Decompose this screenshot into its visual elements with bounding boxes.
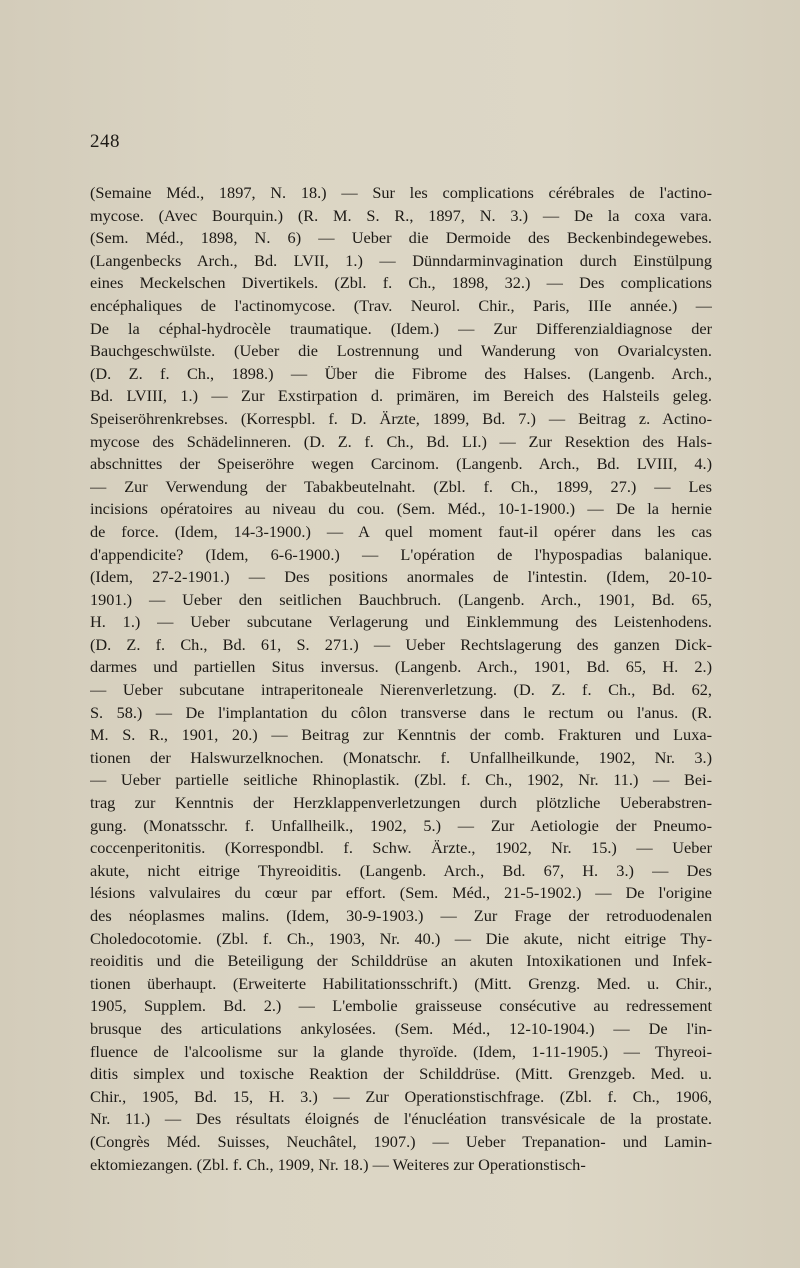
text-line: de force. (Idem, 14-3-1900.) — A quel moment faut-il opérer dans les cas bbox=[90, 521, 712, 541]
text-line: Bd. LVIII, 1.) — Zur Exstirpation d. primären, im Bereich des Halsteils geleg. bbox=[90, 386, 712, 406]
text-line: (Idem, 27-2-1901.) — Des positions anormales de l'intestin. (Idem, 20-10- bbox=[90, 567, 712, 587]
text-line: — Ueber partielle seitliche Rhinoplastik. (Zbl. f. Ch., 1902, Nr. 11.) — Bei- bbox=[90, 770, 712, 790]
bibliography-text bbox=[90, 182, 712, 1176]
text-line: ektomiezangen. (Zbl. f. Ch., 1909, Nr. 18.) — Weiteres zur Operationstisch- bbox=[90, 1154, 586, 1174]
page-number: 248 bbox=[90, 131, 120, 152]
text-line: (Sem. Méd., 1898, N. 6) — Ueber die Dermoide des Beckenbindegewebes. bbox=[90, 228, 712, 248]
text-line: coccenperitonitis. (Korrespondbl. f. Schw. Ärzte., 1902, Nr. 15.) — Ueber bbox=[90, 838, 712, 858]
text-line: trag zur Kenntnis der Herzklappenverletzungen durch plötzliche Ueberabstren- bbox=[90, 793, 712, 813]
text-line: De la céphal-hydrocèle traumatique. (Idem.) — Zur Differenzialdiagnose der bbox=[90, 318, 712, 338]
text-line: (Langenbecks Arch., Bd. LVII, 1.) — Dünndarminvagination durch Einstülpung bbox=[90, 250, 712, 270]
text-line: Nr. 11.) — Des résultats éloignés de l'énucléation transvésicale de la prostate. bbox=[90, 1109, 712, 1129]
text-line: H. 1.) — Ueber subcutane Verlagerung und Einklemmung des Leistenhodens. bbox=[90, 612, 712, 632]
text-line: M. S. R., 1901, 20.) — Beitrag zur Kenntnis der comb. Frakturen und Luxa- bbox=[90, 725, 712, 745]
text-line: Bauchgeschwülste. (Ueber die Lostrennung und Wanderung von Ovarialcysten. bbox=[90, 341, 712, 361]
text-line: reoiditis und die Beteiligung der Schilddrüse an akuten Intoxikationen und Infek- bbox=[90, 951, 712, 971]
text-line: d'appendicite? (Idem, 6-6-1900.) — L'opération de l'hypospadias balanique. bbox=[90, 544, 712, 564]
text-line: mycose. (Avec Bourquin.) (R. M. S. R., 1897, N. 3.) — De la coxa vara. bbox=[90, 205, 712, 225]
text-line: ditis simplex und toxische Reaktion der Schilddrüse. (Mitt. Grenzgeb. Med. u. bbox=[90, 1064, 712, 1084]
text-line: brusque des articulations ankylosées. (Sem. Méd., 12-10-1904.) — De l'in- bbox=[90, 1018, 712, 1038]
text-line: (Congrès Méd. Suisses, Neuchâtel, 1907.) — Ueber Trepanation- und Lamin- bbox=[90, 1131, 712, 1151]
text-line: (D. Z. f. Ch., 1898.) — Über die Fibrome des Halses. (Langenb. Arch., bbox=[90, 363, 712, 383]
text-line: 1901.) — Ueber den seitlichen Bauchbruch. (Langenb. Arch., 1901, Bd. 65, bbox=[90, 589, 712, 609]
text-line: akute, nicht eitrige Thyreoiditis. (Langenb. Arch., Bd. 67, H. 3.) — Des bbox=[90, 860, 712, 880]
text-line: (D. Z. f. Ch., Bd. 61, S. 271.) — Ueber Rechtslagerung des ganzen Dick- bbox=[90, 634, 712, 654]
text-line: tionen der Halswurzelknochen. (Monatschr. f. Unfallheilkunde, 1902, Nr. 3.) bbox=[90, 747, 712, 767]
text-line: darmes und partiellen Situs inversus. (Langenb. Arch., 1901, Bd. 65, H. 2.) bbox=[90, 657, 712, 677]
text-line: 1905, Supplem. Bd. 2.) — L'embolie graisseuse consécutive au redressement bbox=[90, 996, 712, 1016]
text-line: mycose des Schädelinneren. (D. Z. f. Ch., Bd. LI.) — Zur Resektion des Hals- bbox=[90, 431, 712, 451]
text-line: incisions opératoires au niveau du cou. (Sem. Méd., 10-1-1900.) — De la hernie bbox=[90, 499, 712, 519]
text-line: Speiseröhrenkrebses. (Korrespbl. f. D. Ärzte, 1899, Bd. 7.) — Beitrag z. Actino- bbox=[90, 408, 712, 428]
text-line: des néoplasmes malins. (Idem, 30-9-1903.) — Zur Frage der retroduodenalen bbox=[90, 906, 712, 925]
text-line: — Zur Verwendung der Tabakbeutelnaht. (Zbl. f. Ch., 1899, 27.) — Les bbox=[90, 476, 712, 496]
text-line: (Semaine Méd., 1897, N. 18.) — Sur les complications cérébrales de l'actino- bbox=[90, 183, 712, 202]
text-line: — Ueber subcutane intraperitoneale Nierenverletzung. (D. Z. f. Ch., Bd. 62, bbox=[90, 680, 712, 700]
text-line: fluence de l'alcoolisme sur la glande thyroïde. (Idem, 1-11-1905.) — Thyreoi- bbox=[90, 1041, 712, 1061]
text-line: gung. (Monatsschr. f. Unfallheilk., 1902, 5.) — Zur Aetiologie der Pneumo- bbox=[90, 815, 712, 835]
text-line: eines Meckelschen Divertikels. (Zbl. f. Ch., 1898, 32.) — Des complications bbox=[90, 273, 712, 293]
text-line: encéphaliques de l'actinomycose. (Trav. Neurol. Chir., Paris, IIIe année.) — bbox=[90, 295, 712, 315]
text-line: tionen überhaupt. (Erweiterte Habilitationsschrift.) (Mitt. Grenzg. Med. u. Chir., bbox=[90, 973, 712, 993]
text-line: Chir., 1905, Bd. 15, H. 3.) — Zur Operationstischfrage. (Zbl. f. Ch., 1906, bbox=[90, 1086, 712, 1106]
text-line: Choledocotomie. (Zbl. f. Ch., 1903, Nr. 40.) — Die akute, nicht eitrige Thy- bbox=[90, 928, 712, 948]
text-line: S. 58.) — De l'implantation du côlon transverse dans le rectum ou l'anus. (R. bbox=[90, 702, 712, 722]
text-line: lésions valvulaires du cœur par effort. (Sem. Méd., 21-5-1902.) — De l'origine bbox=[90, 883, 712, 903]
text-line: abschnittes der Speiseröhre wegen Carcinom. (Langenb. Arch., Bd. LVIII, 4.) bbox=[90, 454, 712, 474]
